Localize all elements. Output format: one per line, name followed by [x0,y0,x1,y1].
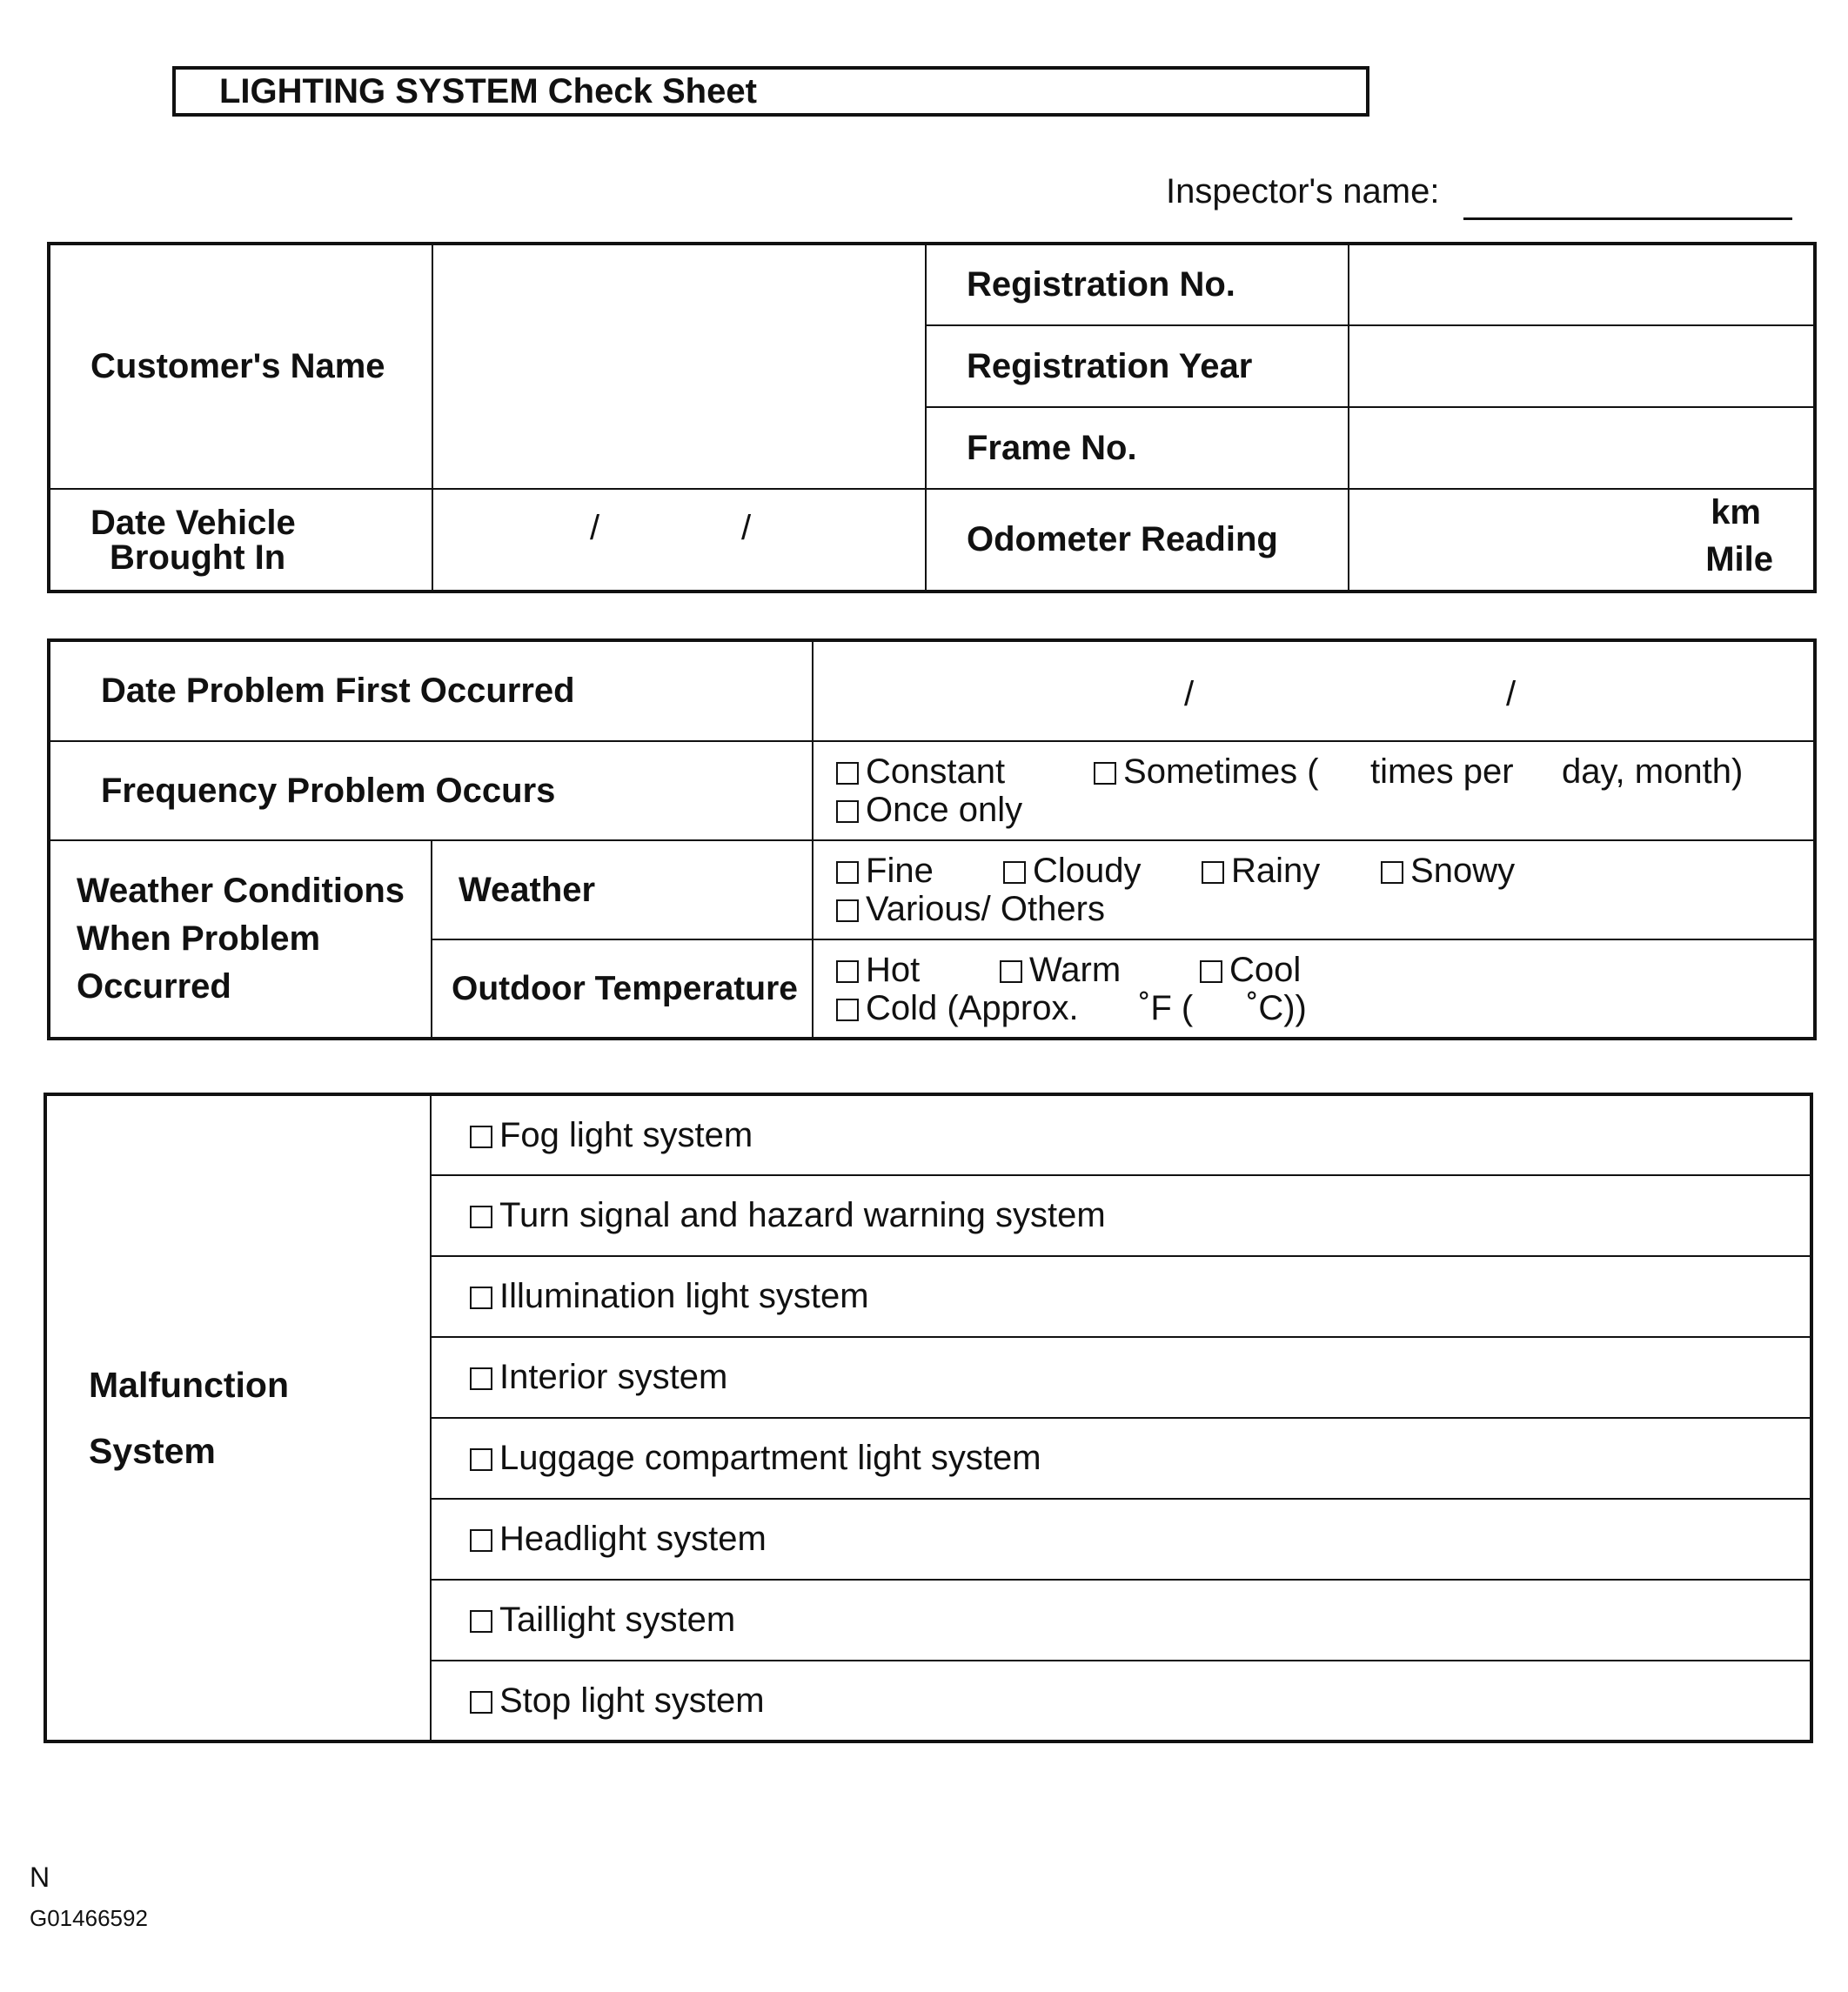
malfunction-label-line2: System [89,1431,216,1471]
weather-options [813,840,1815,939]
malfunction-item-fog-light[interactable]: Fog light system [431,1094,1811,1175]
checkbox[interactable] [470,1529,492,1552]
malfunction-label-line1: Malfunction [89,1365,290,1405]
checkbox[interactable] [836,861,859,884]
temperature-options [813,939,1815,1039]
checkbox[interactable] [470,1691,492,1714]
footer-figure-id: G01466592 [30,1905,148,1931]
date-separator: / [741,509,752,547]
odometer-label: Odometer Reading [926,489,1349,592]
date-brought-label-line1: Date Vehicle [90,503,296,542]
weather-conditions-line1: Weather Conditions [77,872,405,910]
option-warm[interactable]: Warm [1000,951,1200,989]
weather-label: Weather [432,840,813,939]
registration-no-label: Registration No. [926,244,1349,325]
frame-no-label: Frame No. [926,407,1349,489]
option-rainy[interactable]: Rainy [1202,852,1381,890]
option-hot[interactable]: Hot [836,951,1000,989]
malfunction-system-label [45,1094,431,1741]
option-constant[interactable]: Constant [836,752,1094,791]
malfunction-item-turn-signal[interactable]: Turn signal and hazard warning system [431,1175,1811,1256]
registration-year-field[interactable] [1349,325,1815,407]
malfunction-system-table [44,1093,1813,1743]
checkbox[interactable] [470,1206,492,1228]
malfunction-item-interior[interactable]: Interior system [431,1337,1811,1418]
checkbox[interactable] [1003,861,1026,884]
odometer-unit-km: km [1711,493,1761,531]
date-separator: / [1184,675,1195,713]
weather-conditions-label [49,840,432,1039]
frequency-options [813,741,1815,840]
odometer-unit-mile: Mile [1705,540,1773,578]
checkbox[interactable] [470,1126,492,1148]
malfunction-item-stop-light[interactable]: Stop light system [431,1661,1811,1741]
customer-name-field[interactable] [432,244,926,489]
option-sometimes[interactable]: Sometimes ( [1094,752,1370,791]
checkbox[interactable] [470,1367,492,1390]
footer-code-n: N [30,1862,50,1893]
date-separator: / [590,509,600,547]
frame-no-field[interactable] [1349,407,1815,489]
page-title: LIGHTING SYSTEM Check Sheet [172,66,1369,117]
degree-c-text: ˚C)) [1247,988,1307,1027]
date-first-occurred-field[interactable] [813,640,1815,741]
inspector-name-field[interactable] [1463,217,1792,220]
option-cloudy[interactable]: Cloudy [1003,852,1202,890]
weather-conditions-line2: When Problem [77,919,321,958]
checkbox[interactable] [1202,861,1224,884]
vehicle-info-table [47,242,1817,593]
checkbox[interactable] [470,1287,492,1309]
date-first-occurred-label: Date Problem First Occurred [49,640,813,741]
times-per-text: times per [1370,752,1514,791]
option-cold[interactable]: Cold (Approx. [836,989,1139,1027]
date-separator: / [1506,675,1517,713]
degree-f-text: ˚F ( [1139,988,1194,1027]
checkbox[interactable] [1094,762,1116,785]
date-brought-field[interactable] [432,489,926,592]
problem-conditions-table [47,638,1817,1040]
option-snowy[interactable]: Snowy [1381,852,1515,890]
outdoor-temperature-label: Outdoor Temperature [432,939,813,1039]
checkbox[interactable] [1000,960,1022,983]
checkbox[interactable] [836,999,859,1021]
option-cool[interactable]: Cool [1200,951,1301,989]
malfunction-item-headlight[interactable]: Headlight system [431,1499,1811,1580]
checkbox[interactable] [470,1448,492,1471]
customer-name-label: Customer's Name [49,244,432,489]
weather-conditions-line3: Occurred [77,967,231,1006]
checkbox[interactable] [470,1610,492,1633]
registration-year-label: Registration Year [926,325,1349,407]
frequency-label: Frequency Problem Occurs [49,741,813,840]
checkbox[interactable] [836,762,859,785]
checkbox[interactable] [836,899,859,922]
malfunction-item-illumination[interactable]: Illumination light system [431,1256,1811,1337]
malfunction-item-luggage[interactable]: Luggage compartment light system [431,1418,1811,1499]
checkbox[interactable] [836,800,859,823]
date-brought-label-line2: Brought In [110,538,286,577]
option-fine[interactable]: Fine [836,852,1003,890]
checkbox[interactable] [1381,861,1403,884]
checkbox[interactable] [1200,960,1222,983]
date-brought-label [49,489,432,592]
odometer-field[interactable] [1349,489,1815,592]
option-once-only[interactable]: Once only [836,791,1022,829]
option-various-others[interactable]: Various/ Others [836,890,1105,928]
inspector-name-label: Inspector's name: [1166,172,1440,211]
checkbox[interactable] [836,960,859,983]
malfunction-item-taillight[interactable]: Taillight system [431,1580,1811,1661]
registration-no-field[interactable] [1349,244,1815,325]
day-month-text: day, month) [1562,752,1744,791]
